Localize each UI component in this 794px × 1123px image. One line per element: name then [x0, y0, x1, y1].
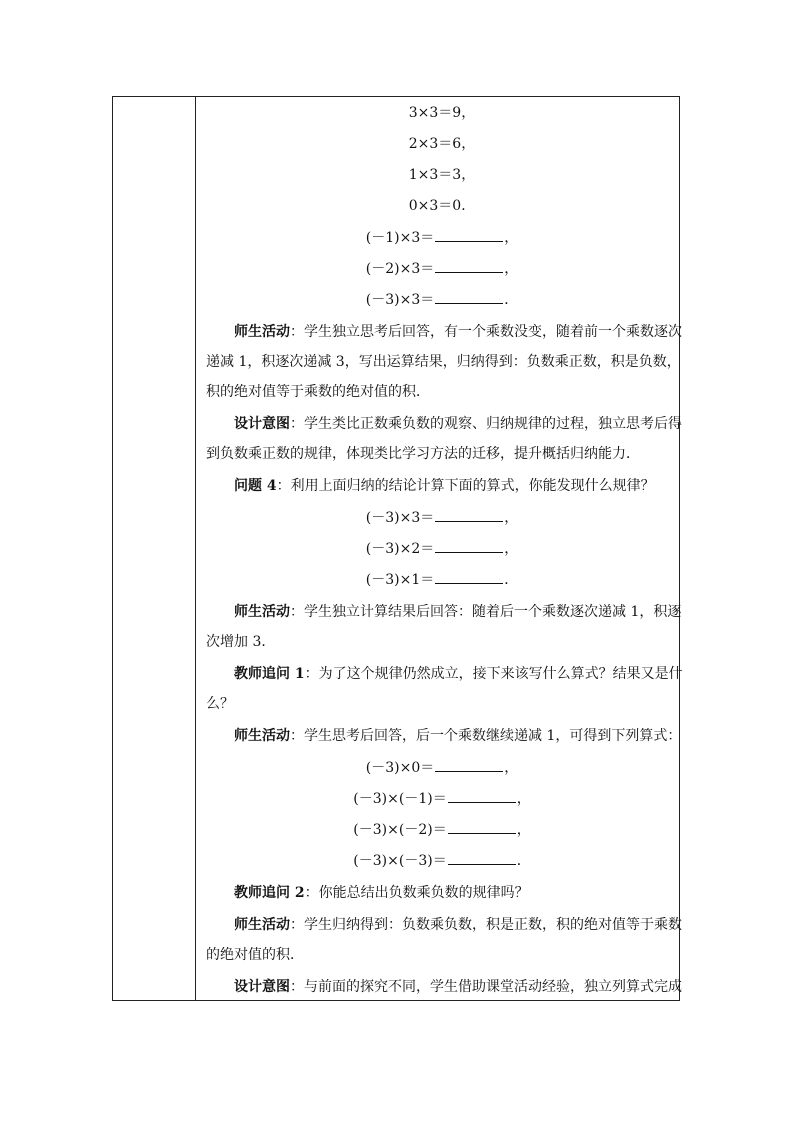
- paragraph-line: 教师追问 1：为了这个规律仍然成立，接下来该写什么算式？结果又是什: [234, 666, 683, 682]
- answer-blank: [435, 289, 503, 304]
- answer-blank: [435, 569, 503, 584]
- equation-line-blank: (－3)×(－3)＝ ．: [206, 850, 678, 871]
- answer-blank: [435, 507, 503, 522]
- equation-line-blank: (－1)×3＝ ，: [206, 227, 678, 248]
- equation-line: 3×3＝9，: [408, 105, 476, 121]
- answer-blank: [435, 258, 503, 273]
- equation-line-blank: (－3)×3＝ ，: [206, 507, 678, 528]
- equation-line-blank: (－2)×3＝ ，: [206, 258, 678, 279]
- equation-line-blank: (－3)×(－1)＝ ，: [206, 788, 678, 809]
- equation-line: 0×3＝0．: [408, 198, 476, 214]
- paragraph-line: 师生活动：学生独立计算结果后回答：随着后一个乘数逐次递减 1，积逐: [234, 604, 682, 620]
- answer-blank: [435, 757, 503, 772]
- paragraph-line: 次增加 3．: [206, 634, 276, 650]
- equation-line: 1×3＝3，: [408, 167, 476, 183]
- equation-line-blank: (－3)×(－2)＝ ，: [206, 819, 678, 840]
- equation-line: 2×3＝6，: [408, 136, 476, 152]
- paragraph-line: 师生活动：学生归纳得到：负数乘负数，积是正数，积的绝对值等于乘数: [234, 917, 682, 933]
- equation-line-blank: (－3)×0＝ ，: [206, 757, 678, 778]
- answer-blank: [448, 819, 516, 834]
- paragraph-line: 设计意图：与前面的探究不同，学生借助课堂活动经验，独立列算式完成: [234, 979, 682, 995]
- paragraph-line: 递减 1，积逐次递减 3，写出运算结果，归纳得到：负数乘正数，积是负数，: [206, 354, 681, 370]
- paragraph-line: 么？: [206, 696, 234, 712]
- answer-blank: [448, 850, 516, 865]
- paragraph-line: 师生活动：学生独立思考后回答，有一个乘数没变，随着前一个乘数逐次: [234, 324, 682, 340]
- answer-blank: [448, 788, 516, 803]
- answer-blank: [435, 538, 503, 553]
- paragraph-line: 师生活动：学生思考后回答，后一个乘数继续递减 1，可得到下列算式：: [234, 728, 682, 744]
- lesson-table: [112, 96, 683, 1001]
- paragraph-line: 教师追问 2：你能总结出负数乘负数的规律吗？: [234, 885, 529, 901]
- column-divider: [195, 97, 196, 1000]
- equation-line-blank: (－3)×3＝ ．: [206, 289, 678, 310]
- paragraph-line: 设计意图：学生类比正数乘负数的观察、归纳规律的过程，独立思考后得: [234, 416, 682, 432]
- paragraph-line: 的绝对值的积．: [206, 947, 304, 963]
- paragraph-line: 积的绝对值等于乘数的绝对值的积．: [206, 384, 430, 400]
- paragraph-line: 到负数乘正数的规律，体现类比学习方法的迁移，提升概括归纳能力．: [206, 446, 640, 462]
- paragraph-line: 问题 4：利用上面归纳的结论计算下面的算式，你能发现什么规律？: [234, 478, 655, 494]
- equation-line-blank: (－3)×2＝ ，: [206, 538, 678, 559]
- answer-blank: [435, 227, 503, 242]
- equation-line-blank: (－3)×1＝ ．: [206, 569, 678, 590]
